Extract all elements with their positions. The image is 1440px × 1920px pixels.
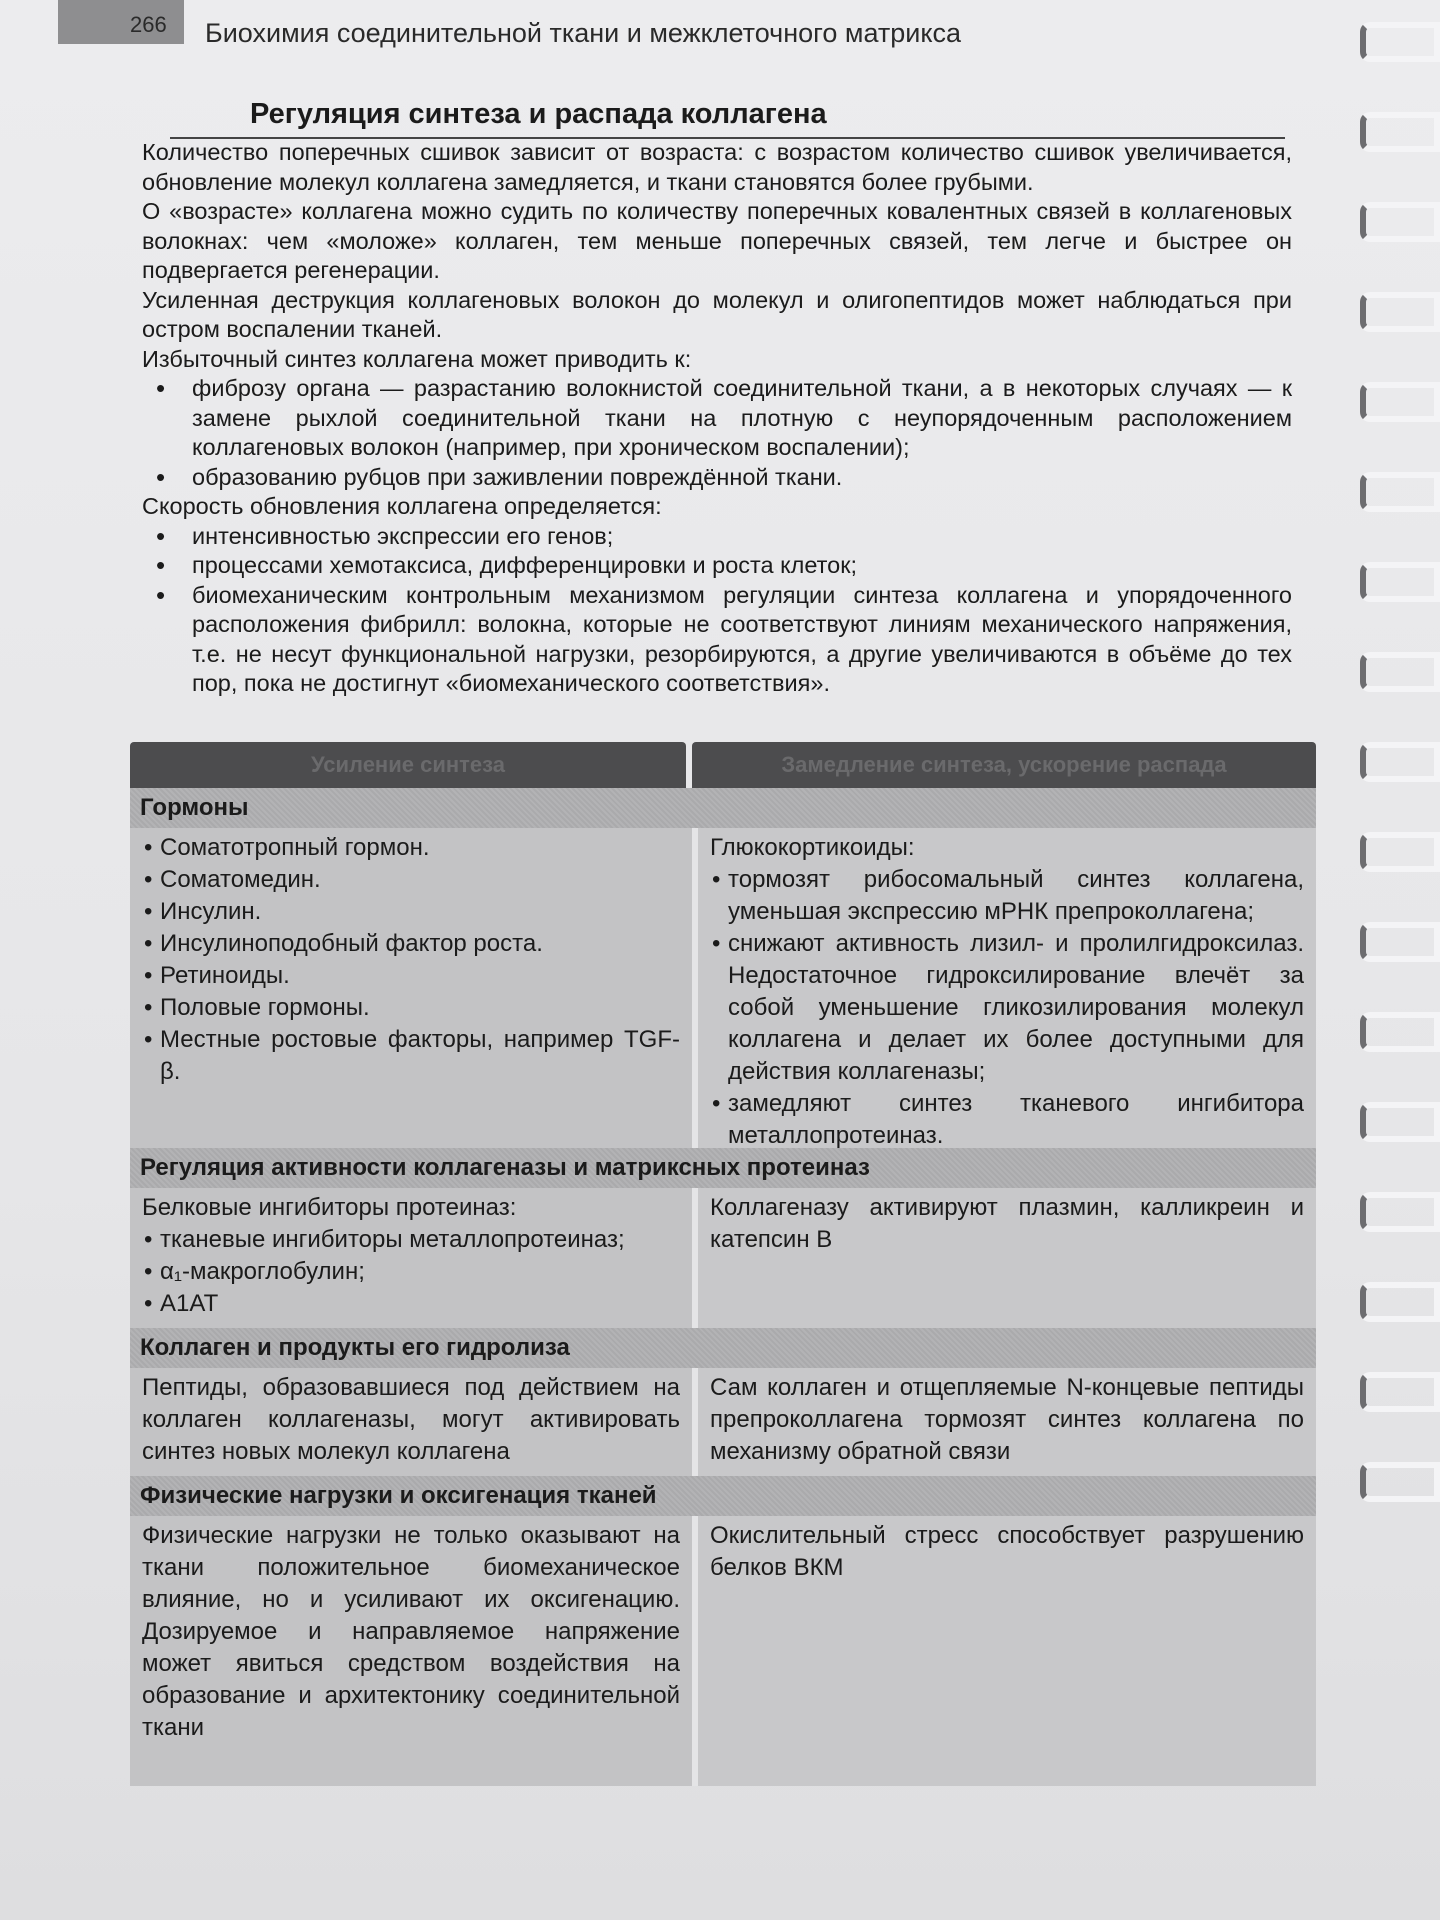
table-row [130, 828, 1316, 1148]
table-cell-right [698, 1368, 1316, 1476]
binding-ring [1360, 472, 1440, 512]
binding-ring [1360, 1282, 1440, 1322]
binding-ring [1360, 1012, 1440, 1052]
paragraph: О «возрасте» коллагена можно судить по количеству поперечных ковалентных связей в коллагеновых волокнах: чем «моложе» коллаген, тем меньше поперечных связей, тем легче и быстрее он подвергается регенерации. [142, 198, 1292, 283]
table-header [130, 742, 1316, 788]
binding-ring [1360, 832, 1440, 872]
list-item: • α₁-макроглобулин; [160, 1256, 680, 1288]
binding-ring [1360, 742, 1440, 782]
list-item: • Инсулиноподобный фактор роста. [160, 928, 680, 960]
binding-ring [1360, 22, 1440, 62]
list-item: • тормозят рибосомальный синтез коллагена, уменьшая экспрессию мРНК препроколлагена; [728, 864, 1304, 928]
body-text [142, 138, 1292, 699]
list-item: • Местные ростовые факторы, например TGF-β. [160, 1024, 680, 1088]
list-item: • Соматотропный гормон. [160, 832, 680, 864]
bullet-list [142, 374, 1292, 492]
binding-ring [1360, 922, 1440, 962]
table-cell-right [698, 1516, 1316, 1786]
binding-ring [1360, 652, 1440, 692]
table-row [130, 1368, 1316, 1476]
table-section-band: Коллаген и продукты его гидролиза [130, 1328, 1316, 1368]
table-cell-left [130, 1516, 698, 1786]
list-item: • Соматомедин. [160, 864, 680, 896]
binding-ring [1360, 1102, 1440, 1142]
paragraph: Скорость обновления коллагена определяется: [142, 493, 662, 519]
section-title: Регуляция синтеза и распада коллагена [250, 98, 827, 130]
column-header-inhibition: Замедление синтеза, ускорение распада [692, 742, 1316, 788]
list-item: • тканевые ингибиторы металлопротеиназ; [160, 1224, 680, 1256]
list-item: • фиброзу органа — разрастанию волокнистой соединительной ткани, а в некоторых случаях — к замене рыхлой соединительной ткани на плотную с неупорядоченным расположением коллагеновых волокон (например, при хроническом воспалении); [192, 374, 1292, 463]
binding-ring [1360, 382, 1440, 422]
paragraph: Избыточный синтез коллагена может приводить к: [142, 345, 692, 372]
list-item: • Ретиноиды. [160, 960, 680, 992]
binding-ring [1360, 1192, 1440, 1232]
table-cell-left [130, 828, 698, 1148]
list-item: • образованию рубцов при заживлении повреждённой ткани. [192, 463, 1292, 493]
binding-ring [1360, 112, 1440, 152]
cell-text: Пептиды, образовавшиеся под действием на коллаген коллагеназы, могут активировать синтез новых молекул коллагена [142, 1374, 680, 1465]
page-number: 266 [130, 12, 167, 37]
regulation-table [130, 742, 1316, 1786]
list-item: • биомеханическим контрольным механизмом регуляции синтеза коллагена и упорядоченного расположения фибрилл: волокна, которые не соответствуют линиям механического напряжения, т.е. не несут функциональной нагрузки, резорбируются, а другие увеличиваются в объёме до тех пор, пока не достигнут «биомеханического соответствия». [192, 581, 1292, 699]
cell-text: Физические нагрузки не только оказывают на ткани положительное биомеханическое влияние, но и усиливают их оксигенацию. Дозируемое и направляемое напряжение может явиться средством воздействия на образование и архитектонику соединительной ткани [142, 1522, 680, 1741]
cell-text: Сам коллаген и отщепляемые N-концевые пептиды препроколлагена тормозят синтез коллагена по механизму обратной связи [710, 1374, 1304, 1465]
binding-ring [1360, 1462, 1440, 1502]
list-item: • A1AT [160, 1288, 680, 1320]
table-cell-right [698, 828, 1316, 1148]
binding-ring [1360, 1372, 1440, 1412]
table-cell-left [130, 1368, 698, 1476]
table-row [130, 1188, 1316, 1328]
binding-ring [1360, 292, 1440, 332]
table-row [130, 1516, 1316, 1786]
list-item: • процессами хемотаксиса, дифференцировки и роста клеток; [192, 551, 1292, 581]
binding-ring [1360, 202, 1440, 242]
table-cell-left [130, 1188, 698, 1328]
bullet-list [142, 522, 1292, 699]
binding-ring [1360, 562, 1440, 602]
cell-text: Окислительный стресс способствует разрушению белков ВКМ [710, 1522, 1304, 1581]
table-section-band: Регуляция активности коллагеназы и матриксных протеиназ [130, 1148, 1316, 1188]
paragraph: Количество поперечных сшивок зависит от возраста: с возрастом количество сшивок увеличивается, обновление молекул коллагена замедляется, и ткани становятся более грубыми. [142, 139, 1292, 195]
list-item: • Инсулин. [160, 896, 680, 928]
column-header-enhancement: Усиление синтеза [130, 742, 686, 788]
list-item: • интенсивностью экспрессии его генов; [192, 522, 1292, 552]
list-item: • снижают активность лизил- и пролилгидроксилаз. Недостаточное гидроксилирование влечёт за собой уменьшение гликозилирования молекул коллагена и делает их более доступными для действия коллагеназы; [728, 928, 1304, 1088]
cell-intro: Глюкокортикоиды: [710, 834, 915, 861]
running-title: Биохимия соединительной ткани и межклеточного матрикса [205, 18, 961, 48]
table-section-band: Гормоны [130, 788, 1316, 828]
list-item: • Половые гормоны. [160, 992, 680, 1024]
table-section-band: Физические нагрузки и оксигенация тканей [130, 1476, 1316, 1516]
list-item: • замедляют синтез тканевого ингибитора металлопротеиназ. [728, 1088, 1304, 1152]
cell-text: Коллагеназу активируют плазмин, калликреин и катепсин В [710, 1194, 1304, 1253]
table-cell-right [698, 1188, 1316, 1328]
paragraph: Усиленная деструкция коллагеновых волокон до молекул и олигопептидов может наблюдаться при остром воспалении тканей. [142, 286, 1292, 342]
cell-intro: Белковые ингибиторы протеиназ: [142, 1194, 517, 1221]
